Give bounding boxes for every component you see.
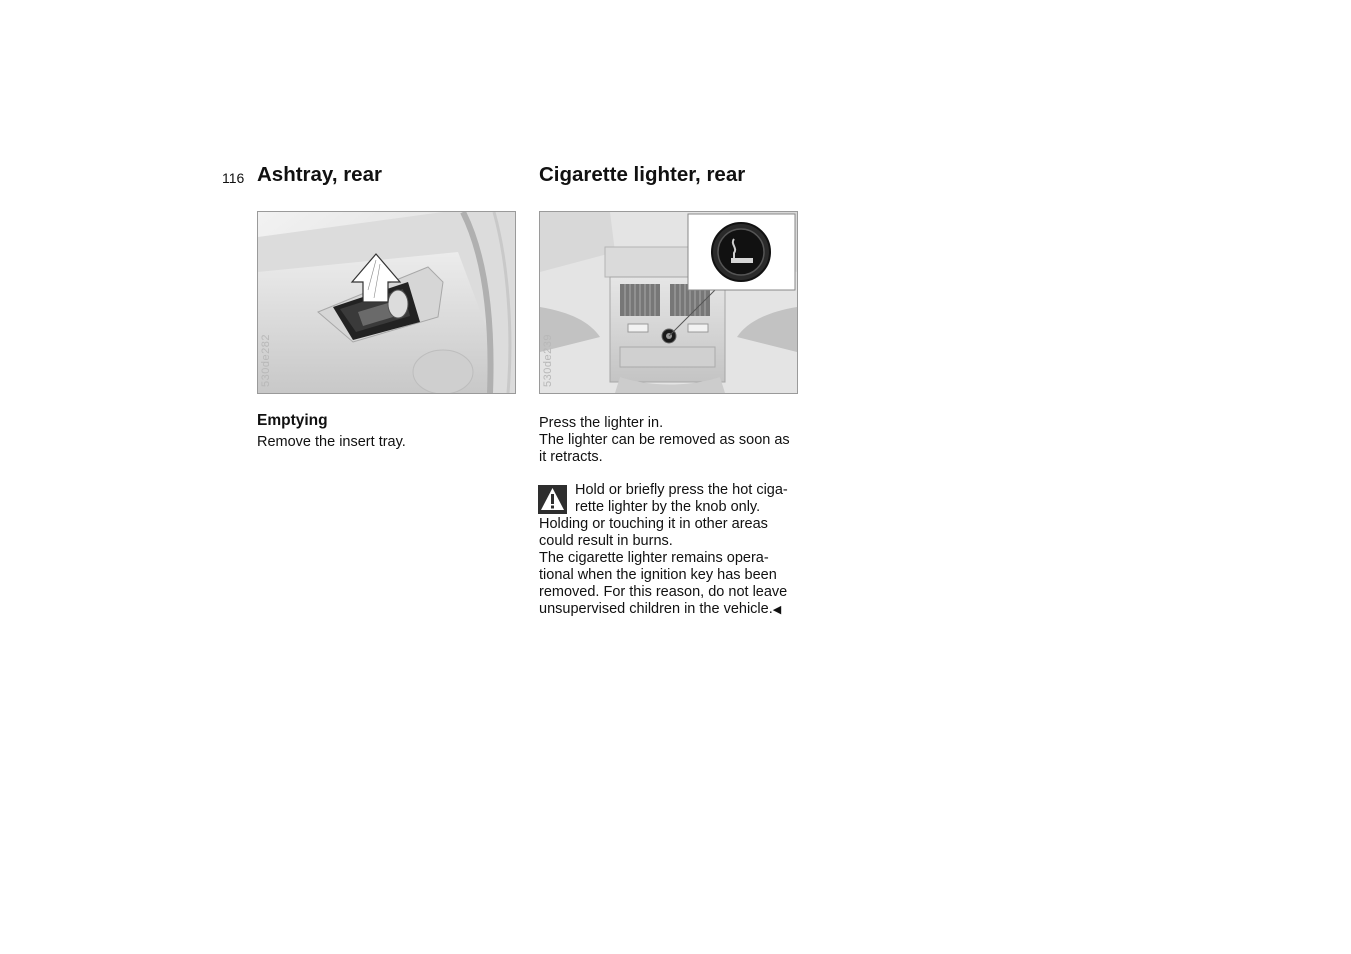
warning-line-3: Holding or touching it in other areas	[539, 516, 768, 532]
ashtray-illustration	[258, 212, 515, 393]
cigarette-lighter-figure-code: 530de239	[542, 334, 554, 387]
lighter-instruction-2-line-1: The lighter can be removed as soon as	[539, 432, 790, 448]
lighter-instruction-1: Press the lighter in.	[539, 415, 664, 431]
warning-triangle-icon	[538, 485, 567, 514]
ashtray-figure-code: 530de282	[260, 334, 272, 387]
warning-text-top	[575, 482, 788, 516]
warning-line-6: tional when the ignition key has been	[539, 567, 777, 583]
end-mark-icon: ◀	[772, 604, 782, 616]
cigarette-lighter-figure	[539, 211, 798, 394]
lighter-instruction-2-line-2: it retracts.	[539, 449, 603, 465]
warning-line-4: could result in burns.	[539, 533, 673, 549]
warning-line-5: The cigarette lighter remains opera-	[539, 550, 769, 566]
warning-line-2: rette lighter by the knob only.	[575, 499, 761, 515]
cigarette-lighter-illustration	[540, 212, 797, 393]
warning-line-8: unsupervised children in the vehicle.	[539, 601, 773, 617]
page-number: 116	[222, 170, 245, 186]
ashtray-figure	[257, 211, 516, 394]
ashtray-heading: Ashtray, rear	[257, 163, 382, 186]
warning-text-body	[539, 516, 787, 619]
cigarette-lighter-heading: Cigarette lighter, rear	[539, 163, 746, 186]
warning-line-1: Hold or briefly press the hot ciga-	[575, 482, 788, 498]
warning-line-7: removed. For this reason, do not leave	[539, 584, 788, 600]
emptying-subheading: Emptying	[257, 412, 328, 429]
lighter-instruction-2	[539, 432, 790, 466]
emptying-text: Remove the insert tray.	[257, 434, 406, 450]
